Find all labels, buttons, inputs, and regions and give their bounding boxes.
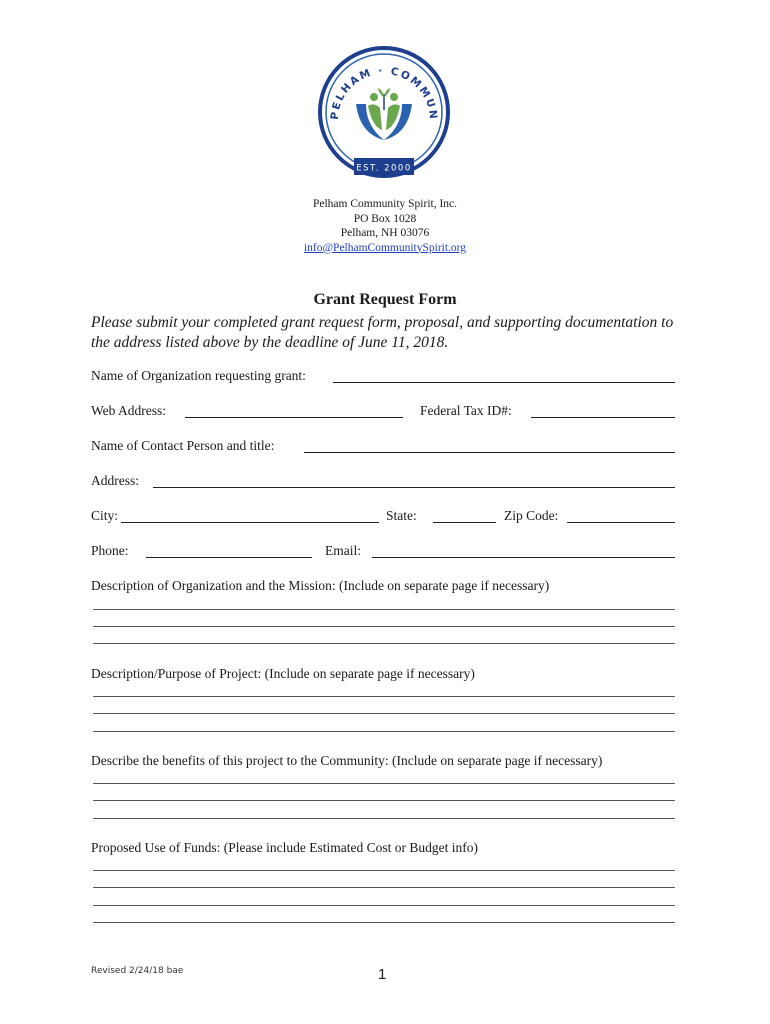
phone-input-line[interactable] — [146, 557, 312, 558]
web-tax-row — [91, 403, 675, 421]
purpose-section-label: Description/Purpose of Project: (Include on separate page if necessary) — [91, 666, 475, 681]
benefits-answer-line[interactable] — [93, 818, 675, 819]
revision-note: Revised 2/24/18 bae — [91, 966, 184, 976]
logo-established: EST. 2000 — [356, 163, 412, 174]
mission-answer-line[interactable] — [93, 609, 675, 610]
funds-answer-line[interactable] — [93, 887, 675, 888]
email-label: Email: — [325, 543, 361, 558]
purpose-answer-line[interactable] — [93, 713, 675, 714]
tax-id-label: Federal Tax ID#: — [420, 403, 512, 418]
page-number: 1 — [378, 966, 387, 983]
contact-row — [91, 438, 675, 456]
phone-email-row — [91, 543, 675, 561]
benefits-answer-line[interactable] — [93, 800, 675, 801]
funds-answer-line[interactable] — [93, 922, 675, 923]
mission-answer-line[interactable] — [93, 643, 675, 644]
web-address-label: Web Address: — [91, 403, 167, 418]
city-label: City: — [91, 508, 119, 523]
city-state-zip-row — [91, 508, 675, 526]
purpose-answer-line[interactable] — [93, 696, 675, 697]
purpose-answer-line[interactable] — [93, 731, 675, 732]
benefits-answer-line[interactable] — [93, 783, 675, 784]
mission-answer-line[interactable] — [93, 626, 675, 627]
organization-address-block — [0, 197, 770, 255]
organization-name: Pelham Community Spirit, Inc. — [312, 198, 458, 210]
org-name-input-line[interactable] — [333, 382, 675, 383]
form-instructions: Please submit your completed grant request form, proposal, and supporting documentation to the address listed above by the deadline of June 11, 2018. — [91, 314, 674, 351]
city-input-line[interactable] — [121, 522, 379, 523]
funds-section-heading — [91, 840, 675, 858]
logo-ring-text: PELHAM · COMMUN — [328, 64, 440, 122]
purpose-section-heading — [91, 666, 675, 684]
mission-section-label: Description of Organization and the Mission: (Include on separate page if necessary) — [91, 578, 550, 593]
phone-label: Phone: — [91, 543, 129, 558]
organization-city-line: Pelham, NH 03076 — [340, 227, 430, 239]
address-label: Address: — [91, 473, 139, 488]
benefits-section-heading — [91, 753, 675, 771]
org-name-label: Name of Organization requesting grant: — [91, 368, 306, 383]
contact-label: Name of Contact Person and title: — [91, 438, 275, 453]
organization-po-box: PO Box 1028 — [353, 212, 417, 225]
tax-id-input-line[interactable] — [531, 417, 675, 418]
organization-logo — [316, 42, 452, 188]
form-title: Grant Request Form — [313, 291, 457, 308]
funds-answer-line[interactable] — [93, 870, 675, 871]
zip-input-line[interactable] — [567, 522, 675, 523]
web-address-input-line[interactable] — [185, 417, 403, 418]
contact-input-line[interactable] — [304, 452, 675, 453]
state-input-line[interactable] — [433, 522, 496, 523]
organization-email-link[interactable]: info@PelhamCommunitySpirit.org — [303, 241, 467, 254]
address-row — [91, 473, 675, 491]
email-input-line[interactable] — [372, 557, 675, 558]
funds-answer-line[interactable] — [93, 905, 675, 906]
funds-section-label: Proposed Use of Funds: (Please include Estimated Cost or Budget info) — [91, 840, 478, 855]
address-input-line[interactable] — [153, 487, 675, 488]
org-name-row — [91, 368, 675, 386]
state-label: State: — [386, 508, 417, 523]
benefits-section-label: Describe the benefits of this project to the Community: (Include on separate page if necessary) — [91, 753, 603, 768]
mission-section-heading — [91, 578, 675, 596]
zip-label: Zip Code: — [504, 508, 559, 523]
